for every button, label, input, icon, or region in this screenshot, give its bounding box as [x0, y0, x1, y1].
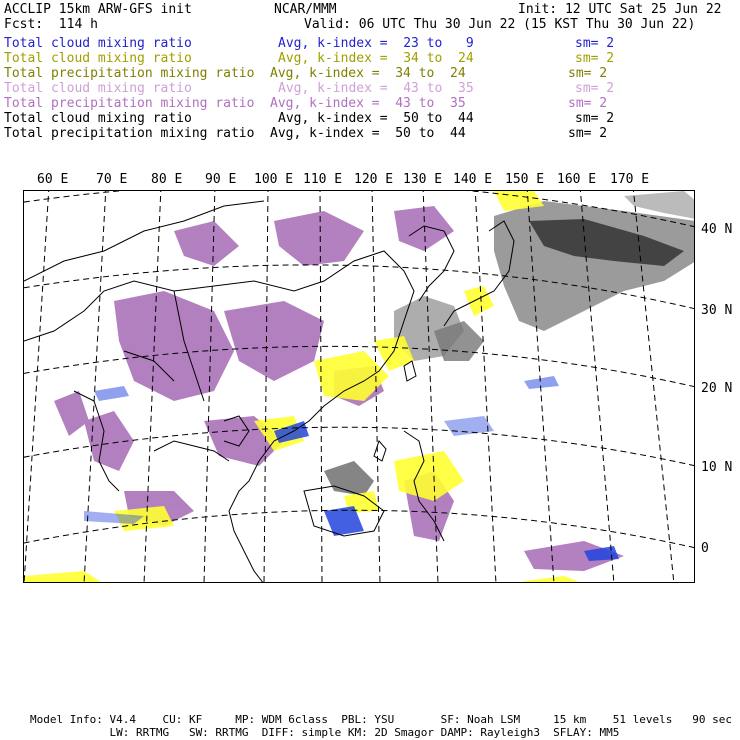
legend-field-name: Total precipitation mixing ratio [4, 66, 255, 81]
legend-avg-range: Avg, k-index = 34 to 24 [270, 66, 466, 81]
legend-smoothing: sm= 2 [575, 81, 615, 96]
forecast-map [23, 190, 695, 583]
lat-label: 30 N [701, 303, 733, 318]
model-info-line1: Model Info: V4.4 CU: KF MP: WDM 6class PBL: YSU SF: Noah LSM 15 km 51 levels 90 sec [30, 713, 732, 726]
legend-field-name: Total cloud mixing ratio [4, 51, 192, 66]
lon-label: 80 E [151, 172, 183, 187]
legend-smoothing: sm= 2 [568, 96, 608, 111]
model-info-line2: LW: RRTMG SW: RRTMG DIFF: simple KM: 2D Smagor DAMP: Rayleigh3 SFLAY: MM5 [30, 726, 620, 739]
lon-label: 60 E [37, 172, 69, 187]
legend-field-name: Total cloud mixing ratio [4, 111, 192, 126]
lat-label: 20 N [701, 381, 733, 396]
lat-label: 10 N [701, 460, 733, 475]
lon-label: 150 E [505, 172, 545, 187]
legend-avg-range: Avg, k-index = 23 to 9 [278, 36, 474, 51]
valid-time: Valid: 06 UTC Thu 30 Jun 22 (15 KST Thu 30 Jun 22) [304, 17, 696, 32]
init-time: Init: 12 UTC Sat 25 Jun 22 [518, 2, 722, 17]
lon-label: 110 E [303, 172, 343, 187]
lon-label: 120 E [354, 172, 394, 187]
lat-label: 0 [701, 541, 709, 556]
legend-smoothing: sm= 2 [568, 126, 608, 141]
legend-field-name: Total precipitation mixing ratio [4, 96, 255, 111]
forecast-hour: Fcst: 114 h [4, 17, 98, 32]
legend-field-name: Total cloud mixing ratio [4, 36, 192, 51]
legend-smoothing: sm= 2 [575, 111, 615, 126]
lon-label: 130 E [403, 172, 443, 187]
model-title: ACCLIP 15km ARW-GFS init [4, 2, 192, 17]
legend-smoothing: sm= 2 [575, 36, 615, 51]
lat-label: 40 N [701, 222, 733, 237]
lon-label: 160 E [557, 172, 597, 187]
legend-avg-range: Avg, k-index = 43 to 35 [270, 96, 466, 111]
legend-avg-range: Avg, k-index = 50 to 44 [278, 111, 474, 126]
legend-smoothing: sm= 2 [568, 66, 608, 81]
organization-label: NCAR/MMM [274, 2, 337, 17]
lon-label: 140 E [453, 172, 493, 187]
legend-smoothing: sm= 2 [575, 51, 615, 66]
lon-label: 100 E [254, 172, 294, 187]
legend-avg-range: Avg, k-index = 50 to 44 [270, 126, 466, 141]
lon-label: 170 E [610, 172, 650, 187]
lon-label: 70 E [96, 172, 128, 187]
legend-field-name: Total cloud mixing ratio [4, 81, 192, 96]
map-canvas [24, 191, 695, 583]
lon-label: 90 E [205, 172, 237, 187]
legend-avg-range: Avg, k-index = 43 to 35 [278, 81, 474, 96]
legend-avg-range: Avg, k-index = 34 to 24 [278, 51, 474, 66]
legend-field-name: Total precipitation mixing ratio [4, 126, 255, 141]
